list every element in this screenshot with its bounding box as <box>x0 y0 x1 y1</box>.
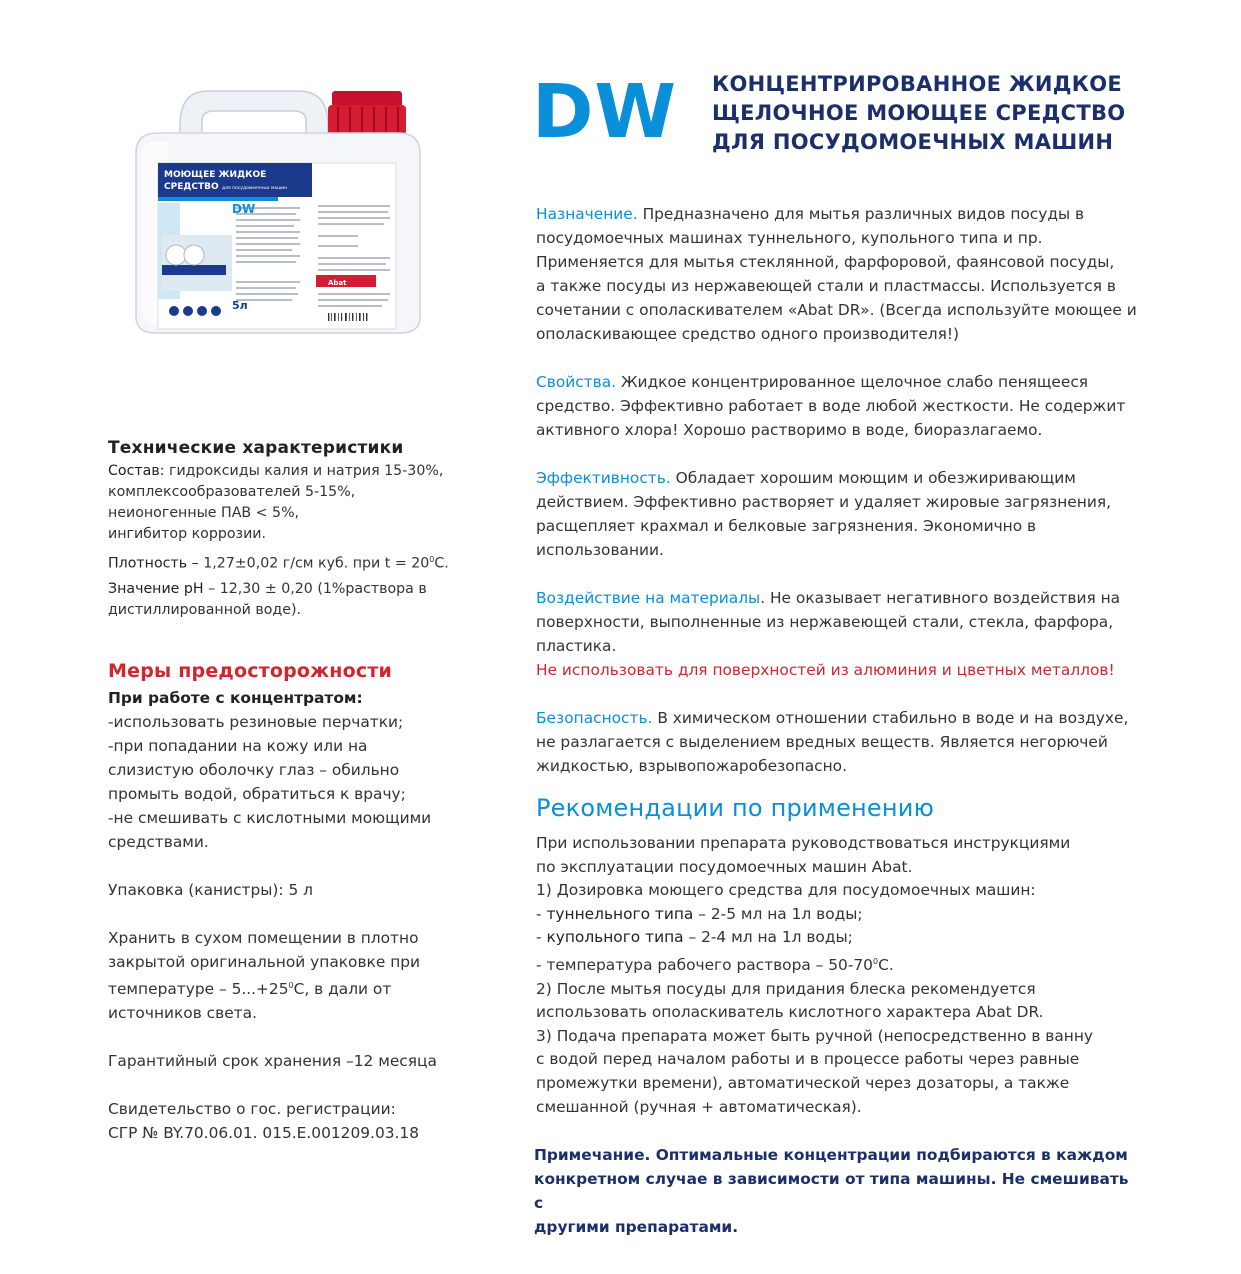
density <box>108 549 468 575</box>
caution-item: промыть водой, обратиться к врачу; <box>108 785 406 803</box>
headline-line: ЩЕЛОЧНОЕ МОЮЩЕЕ СРЕДСТВО <box>712 101 1126 125</box>
note-text: конкретном случае в зависимости от типа машины. Не смешивать с <box>534 1170 1129 1212</box>
purpose-section <box>536 202 1176 346</box>
safety-text: В химическом отношении стабильно в воде и на воздухе, <box>652 709 1129 727</box>
rec-line: смешанной (ручная + автоматическая). <box>536 1097 862 1116</box>
safety-text: жидкостью, взрывопожаробезопасно. <box>536 757 847 775</box>
caution-item: средствами. <box>108 833 209 851</box>
materials-text: поверхности, выполненные из нержавеющей стали, стекла, фарфора, <box>536 613 1114 631</box>
dome-prefix: - <box>536 928 547 947</box>
dome-value: – 2-4 мл на 1л воды; <box>683 928 853 947</box>
note-text: другими препаратами. <box>534 1218 739 1236</box>
rec-line: 2) После мытья посуды для придания блеска рекомендуется <box>536 979 1036 998</box>
label-volume: 5л <box>232 299 248 312</box>
headline-line: ДЛЯ ПОСУДОМОЕЧНЫХ МАШИН <box>712 130 1114 154</box>
caution-item: -не смешивать с кислотными моющими <box>108 809 432 827</box>
storage-degree: 0 <box>288 981 294 990</box>
ph-key: Значение pH <box>108 580 204 597</box>
rec-line: 1) Дозировка моющего средства для посудомоечных машин: <box>536 881 1036 900</box>
purpose-lead: Назначение. <box>536 205 638 223</box>
materials-warning: Не использовать для поверхностей из алюминия и цветных металлов! <box>536 661 1115 679</box>
caution-subtitle: При работе с концентратом: <box>108 689 363 707</box>
tech-specs-title: Технические характеристики <box>108 438 404 458</box>
composition-line: неионогенные ПАВ < 5%, <box>108 505 300 521</box>
safety-text: не разлагается с выделением вредных веществ. Является негорючей <box>536 733 1108 751</box>
certificate-number: СГР № BY.70.06.01. 015.Е.001209.03.18 <box>108 1124 420 1143</box>
recommendations-title: Рекомендации по применению <box>536 794 934 822</box>
note-text: Оптимальные концентрации подбираются в каждом <box>650 1146 1128 1164</box>
purpose-text: сочетании с ополаскивателем «Abat DR». (Всегда используйте моющее и <box>536 301 1137 319</box>
shelf-life: Гарантийный срок хранения –12 месяца <box>108 1052 437 1071</box>
ph-value-text: – 12,30 ± 0,20 (1%раствора в <box>203 580 427 597</box>
efficiency-text: использовании. <box>536 541 664 559</box>
rec-line: При использовании препарата руководствоваться инструкциями <box>536 834 1071 852</box>
product-canister-image <box>128 85 428 335</box>
materials-section <box>536 586 1176 682</box>
note-lead: Примечание. <box>534 1146 651 1164</box>
caution-item: слизистую оболочку глаз – обильно <box>108 761 400 779</box>
density-unit: С. <box>434 555 449 572</box>
purpose-text: посудомоечных машинах туннельного, купольного типа и пр. <box>536 229 1043 247</box>
purpose-text: ополаскивающее средство одного производителя!) <box>536 325 960 343</box>
storage-temp-unit: С, в дали от <box>293 980 392 999</box>
safety-lead: Безопасность. <box>536 709 653 727</box>
storage-line: источников света. <box>108 1004 257 1023</box>
safety-section <box>536 706 1176 778</box>
label-subtitle: для посудомоечных машин <box>222 186 288 191</box>
purpose-text: Предназначено для мытья различных видов посуды в <box>637 205 1085 223</box>
rec-line: 3) Подача препарата может быть ручной (непосредственно в ванну <box>536 1026 1094 1045</box>
storage-temp: температуре – 5...+25 <box>108 980 289 999</box>
density-value: – 1,27±0,02 г/см куб. при t = 20 <box>187 555 430 572</box>
recommendations-body <box>536 832 1176 1119</box>
rec-line: по эксплуатации посудомоечных машин Abat. <box>536 857 913 876</box>
label-title-line2: СРЕДСТВО <box>164 182 219 192</box>
product-headline <box>712 70 1132 157</box>
dome-key: купольного типа <box>546 928 684 947</box>
density-key: Плотность <box>108 555 188 572</box>
composition <box>108 461 468 545</box>
ph-value <box>108 579 468 621</box>
label-brand-logo: Abat <box>328 279 347 287</box>
tunnel-value: – 2-5 мл на 1л воды; <box>693 904 863 923</box>
purpose-text: а также посуды из нержавеющей стали и пластмассы. Используется в <box>536 277 1116 295</box>
efficiency-text: Обладает хорошим моющим и обезжиривающим <box>670 469 1076 487</box>
storage-line: Хранить в сухом помещении в плотно <box>108 929 419 947</box>
caution-block <box>108 656 468 1145</box>
rec-line: использовать ополаскиватель кислотного характера Abat DR. <box>536 1003 1044 1022</box>
efficiency-section <box>536 466 1176 562</box>
properties-text: средство. Эффективно работает в воде любой жесткости. Не содержит <box>536 397 1126 415</box>
temp-text: - температура рабочего раствора – 50-70 <box>536 956 873 975</box>
materials-text: . Не оказывает негативного воздействия на <box>760 589 1121 607</box>
label-title-line1: МОЮЩЕЕ ЖИДКОЕ <box>164 170 267 180</box>
label-code: DW <box>232 202 256 216</box>
purpose-text: Применяется для мытья стеклянной, фарфоровой, фаянсовой посуды, <box>536 253 1115 271</box>
properties-text: Жидкое концентрированное щелочное слабо пенящееся <box>616 373 1089 391</box>
ph-line2: дистиллированной воде). <box>108 601 301 618</box>
properties-lead: Свойства. <box>536 373 617 391</box>
efficiency-lead: Эффективность. <box>536 469 671 487</box>
properties-section <box>536 370 1176 442</box>
caution-title: Меры предосторожности <box>108 660 393 682</box>
temp-unit: С. <box>878 956 894 975</box>
composition-line: ингибитор коррозии. <box>108 526 267 542</box>
packaging: Упаковка (канистры): 5 л <box>108 881 314 899</box>
rec-line: промежутки времени), автоматической через дозаторы, а также <box>536 1074 1070 1093</box>
product-code-heading: DW <box>532 69 678 155</box>
composition-line: комплексообразователей 5-15%, <box>108 484 356 500</box>
composition-value: гидроксиды калия и натрия 15-30%, <box>164 463 444 479</box>
efficiency-text: действием. Эффективно растворяет и удаляет жировые загрязнения, <box>536 493 1111 511</box>
density-degree: 0 <box>429 555 435 564</box>
certificate-title: Свидетельство о гос. регистрации: <box>108 1100 396 1119</box>
tech-specs-block <box>108 438 468 621</box>
composition-key: Состав: <box>108 463 165 479</box>
headline-line: КОНЦЕНТРИРОВАННОЕ ЖИДКОЕ <box>712 72 1122 96</box>
caution-item: -использовать резиновые перчатки; <box>108 713 404 731</box>
note-block <box>534 1143 1134 1239</box>
materials-lead: Воздействие на материалы <box>536 589 761 607</box>
properties-text: активного хлора! Хорошо растворимо в воде, биоразлагаемо. <box>536 421 1043 439</box>
temp-degree: 0 <box>872 956 879 966</box>
materials-text: пластика. <box>536 637 617 655</box>
tunnel-key: туннельного типа <box>546 904 694 923</box>
tunnel-prefix: - <box>536 904 547 923</box>
storage-line: закрытой оригинальной упаковке при <box>108 953 421 971</box>
efficiency-text: расщепляет крахмал и белковые загрязнения. Экономично в <box>536 517 1037 535</box>
caution-item: -при попадании на кожу или на <box>108 737 368 755</box>
rec-line: с водой перед началом работы и в процессе работы через равные <box>536 1050 1080 1069</box>
